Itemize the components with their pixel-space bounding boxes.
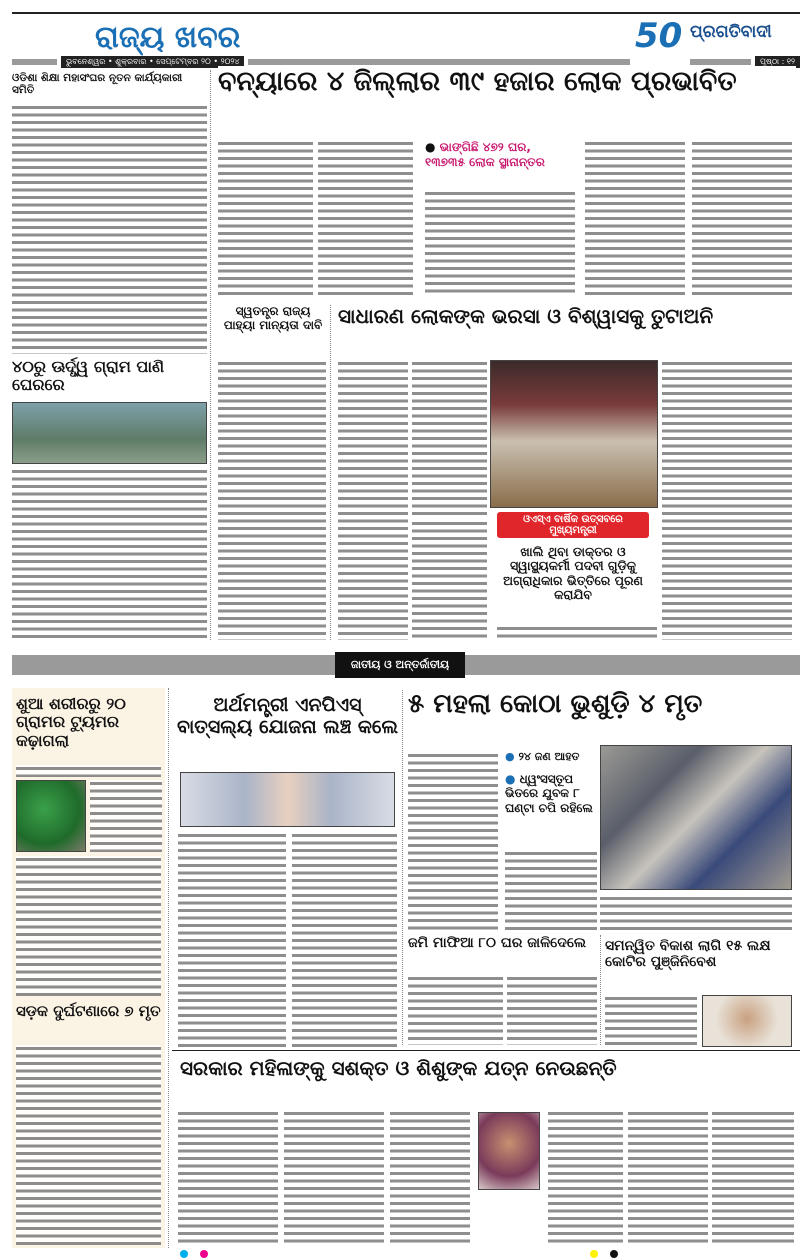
article-body [412,520,487,640]
rule [12,59,57,65]
flood-subhead: ● ଭାଙ୍ଗିଛି ୪୭୨ ଘର, ୧୩୭୩୫ ଲୋକ ସ୍ଥାନାନ୍ତର [425,140,575,170]
flood-subhead-text: ଭାଙ୍ଗିଛି ୪୭୨ ଘର, ୧୩୭୩୫ ଲୋକ ସ୍ଥାନାନ୍ତର [425,140,545,169]
article-body [318,140,413,295]
headline-nps: ଅର୍ଥମନ୍ତ୍ରୀ ଏନପିଏସ୍ ବାତ୍ସଲ୍ୟ ଯୋଜନା ଲଞ୍ଚ କଲେ [175,695,400,739]
page-number: ପୃଷ୍ଠା : ୧୨ [755,56,800,68]
article-body [16,856,161,996]
headline-osa-committee: ଓଡିଶା ଶିକ୍ଷା ମହାସଂଘର ନୂତନ କାର୍ଯ୍ୟକାରୀ ସମିତି [12,72,207,96]
article-body [218,360,326,640]
article-body [600,895,792,930]
women-photo [478,1112,540,1190]
registration-mark [180,1250,188,1258]
top-rule [12,12,800,14]
article-body [218,140,313,295]
flood-photo [12,402,207,464]
article-body [16,1045,161,1245]
section-title: ରାଜ୍ୟ ଖବର [95,20,241,55]
article-body [507,975,597,1045]
registration-mark [200,1250,208,1258]
article-body [692,140,792,295]
divider [168,688,169,1248]
rescue-photo [600,745,792,890]
paper-name: ପ୍ରଗତିବାଦୀ [690,22,772,42]
collapse-bullet-injured: ● ୨୪ ଜଣ ଆହତ [505,750,595,764]
headline-villages: ୪୦ରୁ ଊର୍ଦ୍ଧ୍ୱ ଗ୍ରାମ ପାଣି ଘେରରେ [12,358,207,395]
dateline: ଭୁବନେଶ୍ୱର • ଶୁକ୍ରବାର • ସେପ୍ଟେମ୍ବର ୨୦ • ୨୦୨୪ [61,56,244,68]
divider [210,70,211,640]
article-body [408,752,498,932]
article-body [662,360,792,640]
collapse-bullet-trapped: ● ଧ୍ୱଂସସ୍ତୂପ ଭିତରେ ଯୁବକ ୮ ଘଣ୍ଟା ଚପି ରହିଲେ [505,772,597,815]
article-body [178,1110,278,1246]
article-body [338,360,408,640]
article-body [412,360,487,515]
headline-special-status: ସ୍ୱତନ୍ତ୍ର ରାଜ୍ୟ ପାହ୍ୟା ମାନ୍ୟତା ଦାବି [218,305,328,333]
article-body [390,1110,470,1246]
bullet-text: ୨୪ ଜଣ ଆହତ [518,750,580,763]
headline-road-accident: ସଡ଼କ ଦୁର୍ଘଟଣାରେ ୭ ମୃତ [16,1003,164,1020]
divider [402,690,403,1045]
event-photo [490,360,658,508]
article-body [425,190,575,295]
article-body [16,765,161,777]
section-label: ଜାତୀୟ ଓ ଅନ୍ତର୍ଜାତୀୟ [335,652,465,678]
article-body [548,1110,623,1246]
article-body [12,104,207,354]
article-body [505,850,597,932]
rule [690,59,751,65]
article-body [284,1110,384,1246]
article-body [605,995,697,1045]
osa-quote: ଖାଲି ଥିବା ଡାକ୍ତର ଓ ସ୍ୱାସ୍ଥ୍ୟକର୍ମୀ ପଦବୀ ଗୁଡ଼ିକୁ ଅଗ୍ରାଧିକାର ଭିତ୍ତିରେ ପୂରଣ କରାଯିବ [497,545,649,603]
article-body [292,832,397,1047]
article-body [178,832,286,1047]
article-body [12,468,207,641]
headline-parrot: ଶୁଆ ଶରୀରରୁ ୨୦ ଗ୍ରାମର ଟ୍ୟୁମର କଢ଼ାଗଲା [16,695,164,750]
article-body [497,625,657,640]
anniversary-logo: 50 [635,16,683,56]
article-body [585,140,685,295]
article-body [90,780,162,852]
registration-mark [610,1250,618,1258]
headline-collapse: ୫ ମହଲା କୋଠା ଭୁଶୁଡ଼ି ୪ ମୃତ [408,690,796,720]
minister-photo [702,995,792,1047]
headline-flood: ବନ୍ୟାରେ ୪ ଜିଲ୍ଲାର ୩୯ ହଜାର ଲୋକ ପ୍ରଭାବିତ [218,66,796,97]
bullet-text: ଧ୍ୱଂସସ୍ତୂପ ଭିତରେ ଯୁବକ ୮ ଘଣ୍ଟା ଚପି ରହିଲେ [505,772,593,815]
headline-land-mafia: ଜମି ମାଫିଆ ୮୦ ଘର ଜାଳିଦେଲେ [408,935,598,951]
divider [600,935,601,1045]
parrot-photo [16,780,86,852]
headline-trust: ସାଧାରଣ ଲୋକଙ୍କ ଭରସା ଓ ବିଶ୍ୱାସକୁ ତୁଟାଅନି [338,305,796,328]
divider [330,305,331,640]
article-body [628,1110,708,1246]
registration-mark [590,1250,598,1258]
article-body [408,975,503,1045]
osa-badge: ଓଏସ୍‌ଏ ବାର୍ଷିକ ଉତ୍ସବରେ ମୁଖ୍ୟମନ୍ତ୍ରୀ [497,512,649,538]
headline-women: ସରକାର ମହିଳାଙ୍କୁ ସଶକ୍ତ ଓ ଶିଶୁଙ୍କ ଯତ୍ନ ନେଉଛନ୍ତି [180,1057,795,1080]
rule [172,1050,800,1051]
headline-investment: ସମନ୍ୱିତ ବିକାଶ ଲାଗି ୧୫ ଲକ୍ଷ କୋଟିର ପୁଞ୍ଜିନିବେଶ [605,938,795,970]
article-body [712,1110,794,1246]
rule [248,59,630,65]
nps-photo [180,772,395,827]
